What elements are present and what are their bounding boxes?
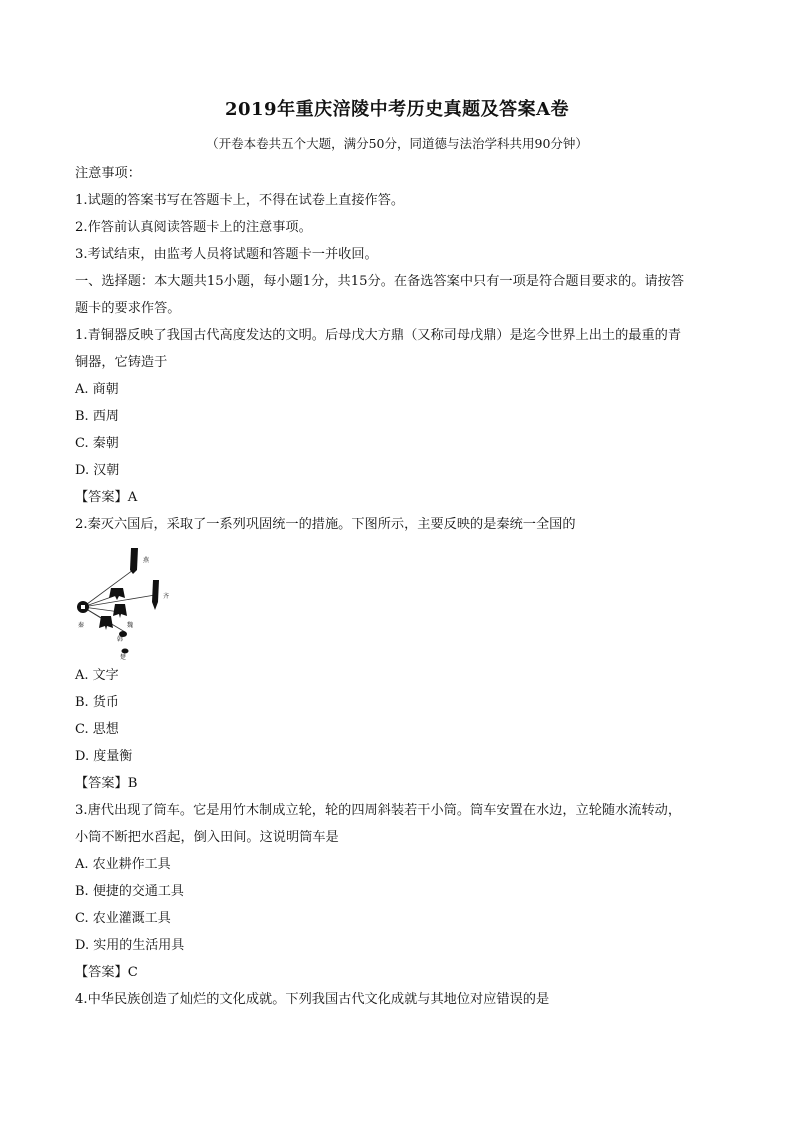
page-subtitle: （开卷本卷共五个大题，满分50分，同道德与法治学科共用90分钟） <box>206 136 588 151</box>
label-qi: 齐 <box>163 593 170 600</box>
page-title: 2019年重庆涪陵中考历史真题及答案A卷 <box>224 99 570 120</box>
question-2-option: B. 货币 <box>75 695 119 710</box>
label-han: 韩 <box>117 636 124 643</box>
question-1-option: B. 西周 <box>75 409 119 424</box>
label-yan: 燕 <box>143 557 150 564</box>
spade-coin-icon <box>113 604 127 618</box>
note-item: 1.试题的答案书写在答题卡上，不得在试卷上直接作答。 <box>75 193 405 208</box>
ant-nose-coin-icon <box>122 649 129 654</box>
question-3-option: A. 农业耕作工具 <box>75 857 171 872</box>
radiating-lines <box>83 570 155 632</box>
label-chu: 楚 <box>120 654 127 660</box>
section-intro: 一、选择题：本大题共15小题，每小题1分，共15分。在备选答案中只有一项是符合题目要求的。请按答 <box>75 274 685 289</box>
question-1-option: A. 商朝 <box>75 382 119 397</box>
question-3-option: C. 农业灌溉工具 <box>75 911 171 926</box>
exam-content <box>75 160 725 1013</box>
label-wei: 魏 <box>127 622 134 629</box>
question-4-stem: 4.中华民族创造了灿烂的文化成就。下列我国古代文化成就与其地位对应错误的是 <box>75 992 550 1007</box>
qin-unification-currency-figure <box>75 540 185 660</box>
question-1-stem: 1.青铜器反映了我国古代高度发达的文明。后母戊大方鼎（又称司母戊鼎）是迄今世界上出土的最重的青 <box>75 328 682 343</box>
round-coin-icon <box>77 601 89 613</box>
question-3-stem: 小筒不断把水舀起，倒入田间。这说明筒车是 <box>75 830 339 845</box>
question-3-stem: 3.唐代出现了筒车。它是用竹木制成立轮，轮的四周斜装若干小筒。筒车安置在水边，立轮随水流转动， <box>75 803 682 818</box>
question-2-answer: 【答案】B <box>75 776 138 791</box>
question-1-option: D. 汉朝 <box>75 463 120 478</box>
question-2-option: D. 度量衡 <box>75 749 133 764</box>
note-item: 2.作答前认真阅读答题卡上的注意事项。 <box>75 220 312 235</box>
notes-heading: 注意事项： <box>75 166 141 181</box>
spade-coin-icon <box>99 616 113 630</box>
question-3-option: D. 实用的生活用具 <box>75 938 185 953</box>
question-2-option: C. 思想 <box>75 722 119 737</box>
section-intro: 题卡的要求作答。 <box>75 301 181 316</box>
question-3-option: B. 便捷的交通工具 <box>75 884 184 899</box>
label-qin: 秦 <box>78 622 85 629</box>
question-1-option: C. 秦朝 <box>75 436 119 451</box>
question-3-answer: 【答案】C <box>75 965 138 980</box>
question-1-answer: 【答案】A <box>75 490 138 505</box>
question-1-stem: 铜器，它铸造于 <box>75 355 168 370</box>
knife-coin-icon <box>130 548 138 574</box>
note-item: 3.考试结束，由监考人员将试题和答题卡一并收回。 <box>75 247 378 262</box>
question-2-option: A. 文字 <box>75 668 119 683</box>
question-2-stem: 2.秦灭六国后，采取了一系列巩固统一的措施。下图所示，主要反映的是秦统一全国的 <box>75 517 576 532</box>
label-zhao: 赵 <box>118 591 125 598</box>
knife-coin-icon <box>152 580 159 610</box>
